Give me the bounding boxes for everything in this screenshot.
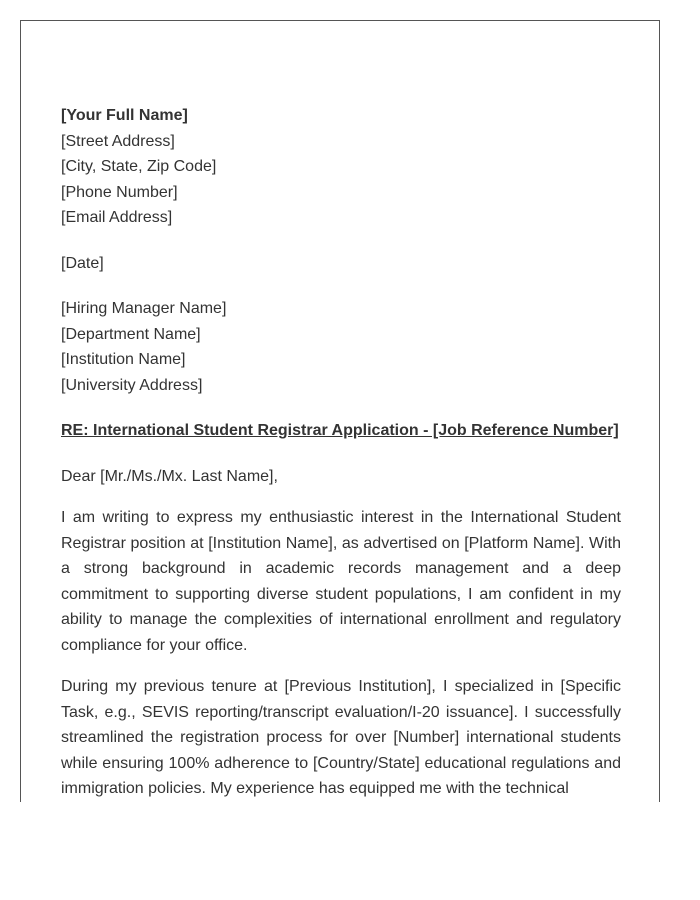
sender-street: [Street Address] xyxy=(61,132,175,150)
recipient-institution: [Institution Name] xyxy=(61,351,186,368)
letter-content xyxy=(61,103,621,802)
recipient-address: [University Address] xyxy=(61,376,203,394)
recipient-block xyxy=(61,296,621,398)
recipient-department: [Department Name] xyxy=(61,325,201,343)
salutation: Dear [Mr./Ms./Mx. Last Name], xyxy=(61,467,278,485)
body-paragraph: During my previous tenure at [Previous Institution], I specialized in [Specific Task, e.g., SEVIS reporting/transcript evaluation/I-20 issuance]. I successfully streamlined the registration process for over [Number] international students while ensuring 100% adherence to [Country/State] educational regulations and immigration policies. My experience has equipped me with the technical xyxy=(61,678,621,797)
recipient-manager: [Hiring Manager Name] xyxy=(61,300,227,317)
sender-email: [Email Address] xyxy=(61,209,173,226)
sender-city-state-zip: [City, State, Zip Code] xyxy=(61,158,217,175)
letter-date: [Date] xyxy=(61,254,104,272)
subject-line: RE: International Student Registrar Application - [Job Reference Number] xyxy=(61,422,619,439)
date-block xyxy=(61,251,621,277)
letter-page xyxy=(20,20,660,802)
sender-name: [Your Full Name] xyxy=(61,107,188,124)
sender-block xyxy=(61,103,621,231)
sender-phone: [Phone Number] xyxy=(61,183,178,201)
body-paragraph: I am writing to express my enthusiastic interest in the International Student Registrar position at [Institution Name], as advertised on [Platform Name]. With a strong background in academic records management and a deep commitment to supporting diverse student populations, I am confident in my ability to manage the complexities of international enrollment and regulatory compliance for your office. xyxy=(61,509,621,654)
